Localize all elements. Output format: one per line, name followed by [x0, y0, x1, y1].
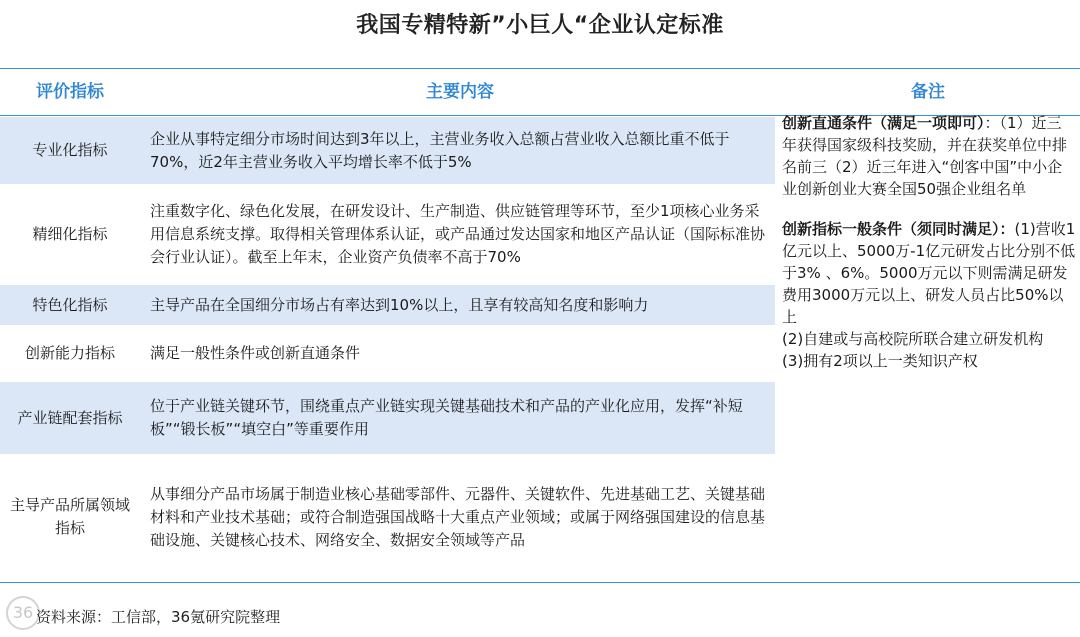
- note-text-general: (1)营收1亿元以上、5000万-1亿元研发占比分别不低于3% 、6%。5000万元以下则需满足研发费用3000万元以上、研发人员占比50%以上: [782, 220, 1076, 326]
- note-text-direct: ：（1）近三年获得国家级科技奖励，并在获奖单位中排名前三（2）近三年进入“创客中国”中小企业创新创业大赛全国50强企业组名单: [782, 114, 1068, 198]
- table-row: [0, 454, 775, 580]
- row-indicator: 主导产品所属领域指标: [9, 496, 130, 537]
- table-row: [0, 285, 775, 325]
- note-column: [782, 112, 1076, 372]
- page-title: 我国专精特新”小巨人“企业认定标准: [356, 13, 724, 38]
- note-paragraph-4: (3)拥有2项以上一类知识产权: [782, 352, 978, 370]
- header-indicator: 评价指标: [36, 82, 104, 102]
- table-row: [0, 325, 775, 382]
- row-indicator: 特色化指标: [32, 295, 108, 314]
- table-row: [0, 184, 775, 285]
- header-content: 主要内容: [426, 82, 494, 102]
- note-paragraph-2: [782, 218, 1076, 328]
- watermark-logo-icon: 36: [6, 596, 40, 630]
- row-content: 从事细分产品市场属于制造业核心基础零部件、元器件、关键软件、先进基础工艺、关键基础材料和产业技术基础；或符合制造强国战略十大重点产业领域；或属于网络强国建设的信息基础设施、关键核心技术、网络安全、数据安全领域等产品: [150, 484, 766, 549]
- row-content: 注重数字化、绿色化发展，在研发设计、生产制造、供应链管理等环节，至少1项核心业务采用信息系统支撑。取得相关管理体系认证，或产品通过发达国家和地区产品认证（国际标准协会行业认证）。截至上年末，企业资产负债率不高于70%: [150, 202, 766, 266]
- row-content: 位于产业链关键环节，围绕重点产业链实现关键基础技术和产品的产业化应用，发挥“补短板”“锻长板”“填空白”等重要作用: [150, 397, 743, 438]
- row-content: 主导产品在全国细分市场占有率达到10%以上，且享有较高知名度和影响力: [150, 295, 649, 314]
- row-content: 满足一般性条件或创新直通条件: [150, 344, 361, 362]
- table-row: [0, 117, 775, 184]
- header-note: 备注: [911, 82, 945, 102]
- row-content: 企业从事特定细分市场时间达到3年以上，主营业务收入总额占营业收入总额比重不低于70%，近2年主营业务收入平均增长率不低于5%: [150, 129, 730, 171]
- note-paragraph-1: [782, 112, 1076, 200]
- table-row: [0, 382, 775, 454]
- note-paragraph-3: (2)自建或与高校院所联合建立研发机构: [782, 330, 1044, 348]
- row-indicator: 专业化指标: [32, 141, 108, 159]
- note-heading-general: 创新指标一般条件（须同时满足）：: [782, 220, 1015, 238]
- note-heading-direct: 创新直通条件（满足一项即可）: [782, 114, 985, 132]
- row-indicator: 产业链配套指标: [17, 408, 123, 427]
- row-indicator: 创新能力指标: [24, 344, 115, 362]
- source-note: 资料来源：工信部，36氪研究院整理: [36, 608, 281, 626]
- row-indicator: 精细化指标: [32, 225, 108, 243]
